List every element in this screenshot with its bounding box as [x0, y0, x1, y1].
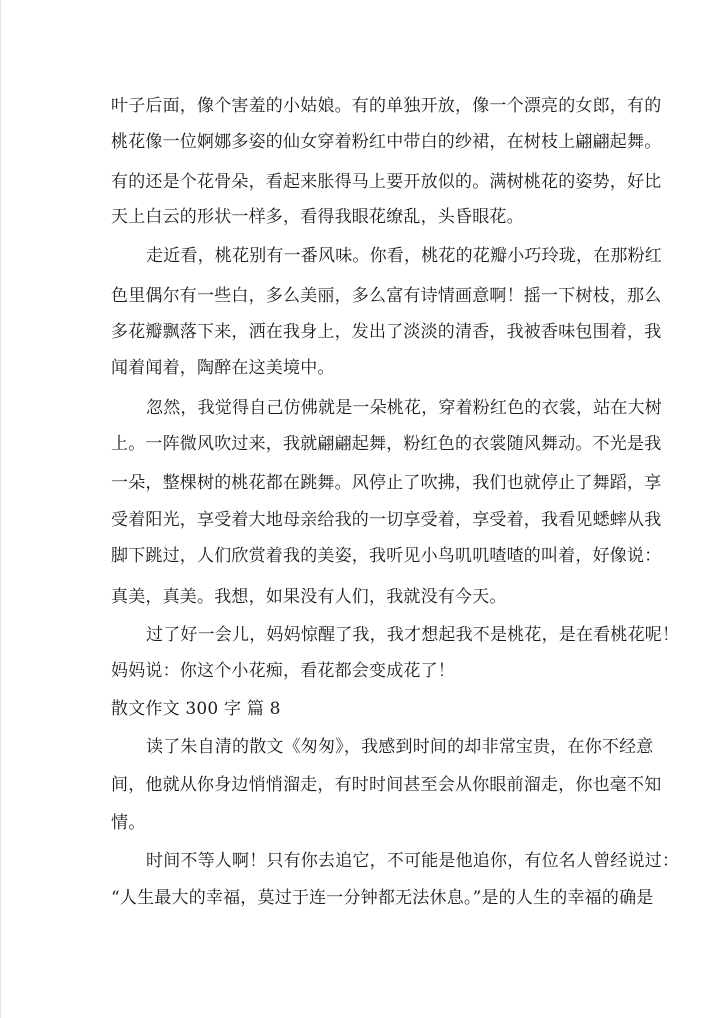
- paragraph-line: 间，他就从你身边悄悄溜走，有时时间甚至会从你眼前溜走，你也毫不知: [111, 775, 662, 795]
- paragraph-line: 有的还是个花骨朵，看起来胀得马上要开放似的。满树桃花的姿势，好比: [111, 172, 662, 192]
- section-heading: 散文作文 300 字 篇 8: [111, 699, 281, 719]
- paragraph-line: 走近看，桃花别有一番风味。你看，桃花的花瓣小巧玲珑，在那粉红: [146, 246, 662, 266]
- paragraph-line: 忽然，我觉得自己仿佛就是一朵桃花，穿着粉红色的衣裳，站在大树: [146, 398, 662, 418]
- paragraph-line: 色里偶尔有一些白，多么美丽，多么富有诗情画意啊！摇一下树枝，那么: [111, 286, 662, 306]
- paragraph-line: 过了好一会儿，妈妈惊醒了我，我才想起我不是桃花，是在看桃花呢！: [146, 625, 680, 645]
- paragraph-line: 真美，真美。我想，如果没有人们，我就没有今天。: [111, 587, 507, 607]
- paragraph-line: 读了朱自清的散文《匆匆》，我感到时间的却非常宝贵，在你不经意: [146, 737, 654, 757]
- paragraph-line: 桃花像一位婀娜多姿的仙女穿着粉红中带白的纱裙，在树枝上翩翩起舞。: [111, 132, 662, 152]
- paragraph-line: 受着阳光，享受着大地母亲给我的一切享受着，享受着，我看见蟋蟀从我: [111, 510, 662, 530]
- paragraph-line: 情。: [111, 813, 146, 833]
- paragraph-line: 天上白云的形状一样多，看得我眼花缭乱，头昏眼花。: [111, 207, 524, 227]
- paragraph-line: 妈妈说：你这个小花痴，看花都会变成花了！: [111, 661, 455, 681]
- paragraph-line: 脚下跳过，人们欣赏着我的美姿，我听见小鸟叽叽喳喳的叫着，好像说：: [111, 546, 662, 566]
- paragraph-line: 一朵，整棵树的桃花都在跳舞。风停止了吹拂，我们也就停止了舞蹈，享: [111, 473, 662, 493]
- paragraph-line: 上。一阵微风吹过来，我就翩翩起舞，粉红色的衣裳随风舞动。不光是我: [111, 434, 662, 454]
- paragraph-line: 时间不等人啊！只有你去追它，不可能是他追你，有位名人曾经说过：: [146, 851, 680, 871]
- paragraph-line: 叶子后面，像个害羞的小姑娘。有的单独开放，像一个漂亮的女郎，有的: [111, 96, 662, 116]
- paragraph-line: 闻着闻着，陶醉在这美境中。: [111, 358, 335, 378]
- paragraph-line: “人生最大的幸福，莫过于连一分钟都无法休息。”是的人生的幸福的确是: [111, 888, 654, 908]
- paragraph-line: 多花瓣飘落下来，洒在我身上，发出了淡淡的清香，我被香味包围着，我: [111, 322, 662, 342]
